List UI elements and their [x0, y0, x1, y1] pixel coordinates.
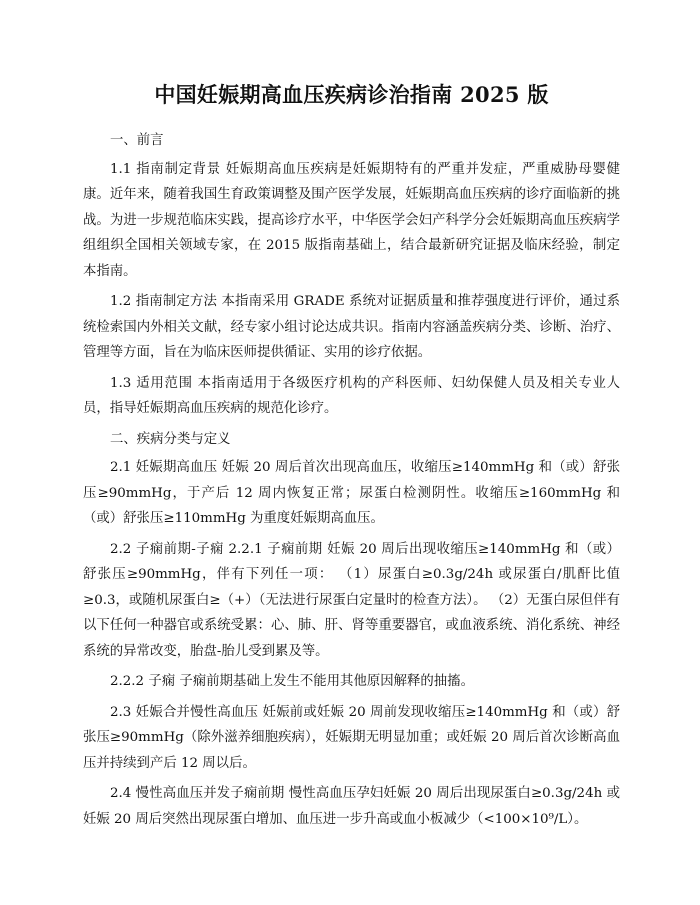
paragraph-2-3-chronic-hypertension: 2.3 妊娠合并慢性高血压 妊娠前或妊娠 20 周前发现收缩压≥140mmHg 和（或）舒张压≥90mmHg（除外滋养细胞疾病），妊娠期无明显加重；或妊娠 20 周后首次诊断高血压并持续到产后 12 周以后。 [83, 704, 620, 771]
paragraph-2-2-2-eclampsia: 2.2.2 子痫 子痫前期基础上发生不能用其他原因解释的抽搐。 [110, 674, 474, 689]
section-heading-classification: 二、疾病分类与定义 [110, 431, 231, 447]
document-title: 中国妊娠期高血压疾病诊治指南 2025 版 [154, 82, 549, 107]
paragraph-1-3-scope: 1.3 适用范围 本指南适用于各级医疗机构的产科医师、妇幼保健人员及相关专业人员，指导妊娠期高血压疾病的规范化诊疗。 [83, 375, 620, 416]
paragraph-1-2-method: 1.2 指南制定方法 本指南采用 GRADE 系统对证据质量和推荐强度进行评价，通过系统检索国内外相关文献，经专家小组讨论达成共识。指南内容涵盖疾病分类、诊断、治疗、管理等方面，旨在为临床医师提供循证、实用的诊疗依据。 [83, 294, 620, 360]
paragraph-2-4-superimposed-preeclampsia: 2.4 慢性高血压并发子痫前期 慢性高血压孕妇妊娠 20 周后出现尿蛋白≥0.3g/24h 或妊娠 20 周后突然出现尿蛋白增加、血压进一步升高或血小板减少（<100×10⁹/L）。 [83, 786, 620, 827]
section-heading-preface: 一、前言 [110, 133, 164, 148]
paragraph-1-1-background: 1.1 指南制定背景 妊娠期高血压疾病是妊娠期特有的严重并发症，严重威胁母婴健康。近年来，随着我国生育政策调整及围产医学发展，妊娠期高血压疾病的诊疗面临新的挑战。为进一步规范临床实践，提高诊疗水平，中华医学会妇产科学分会妊娠期高血压疾病学组组织全国相关领域专家，在 2015 版指南基础上，结合最新研究证据及临床经验，制定本指南。 [83, 161, 620, 279]
paragraph-2-1-gestational-hypertension: 2.1 妊娠期高血压 妊娠 20 周后首次出现高血压，收缩压≥140mmHg 和（或）舒张压≥90mmHg，于产后 12 周内恢复正常；尿蛋白检测阴性。收缩压≥160mmHg 和（或）舒张压≥110mmHg 为重度妊娠期高血压。 [83, 460, 620, 526]
paragraph-2-2-preeclampsia: 2.2 子痫前期-子痫 2.2.1 子痫前期 妊娠 20 周后出现收缩压≥140mmHg 和（或）舒张压≥90mmHg，伴有下列任一项： （1）尿蛋白≥0.3g/24h 或尿蛋白/肌酐比值≥0.3，或随机尿蛋白≥（+）（无法进行尿蛋白定量时的检查方法）。 （2）无蛋白尿但伴有以下任何一种器官或系统受累：心、肺、肝、肾等重要器官，或血液系统、消化系统、神经系统的异常改变，胎盘-胎儿受到累及等。 [83, 541, 620, 659]
